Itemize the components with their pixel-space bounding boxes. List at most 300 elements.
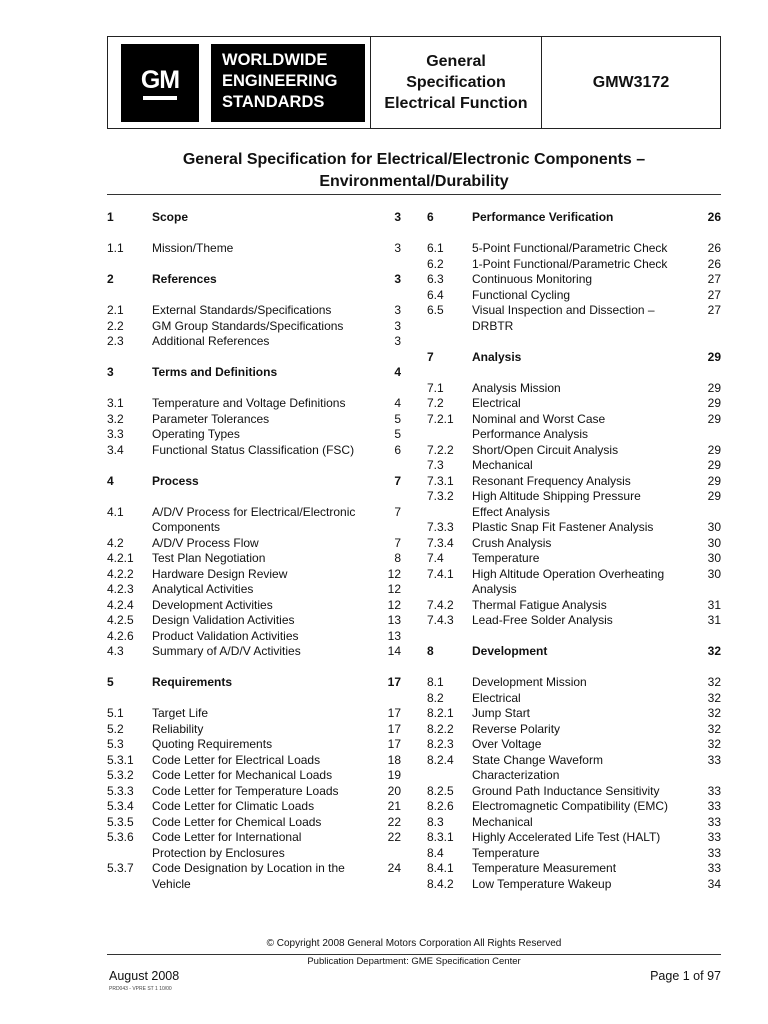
toc-entry[interactable] bbox=[107, 737, 401, 753]
toc-entry[interactable] bbox=[427, 381, 721, 397]
toc-entry[interactable] bbox=[427, 691, 721, 707]
toc-entry[interactable] bbox=[427, 489, 721, 505]
toc-entry-page: 24 bbox=[387, 861, 401, 875]
toc-section-entry[interactable] bbox=[107, 365, 401, 381]
publication-date: August 2008 bbox=[109, 969, 180, 983]
toc-entry-title: Product Validation Activities bbox=[152, 628, 299, 643]
toc-entry-number: 1.1 bbox=[107, 241, 124, 255]
toc-entry-page: 30 bbox=[707, 520, 721, 534]
toc-entry-title: Mechanical bbox=[472, 814, 533, 829]
toc-entry[interactable] bbox=[427, 257, 721, 273]
toc-entry-title: Lead-Free Solder Analysis bbox=[472, 613, 613, 627]
toc-entry-title: High Altitude Operation Overheating bbox=[472, 566, 665, 581]
toc-entry-page: 7 bbox=[394, 504, 401, 519]
toc-entry-page: 29 bbox=[707, 489, 721, 503]
toc-entry-number: 5.3.1 bbox=[107, 752, 134, 767]
toc-entry-page: 29 bbox=[707, 349, 721, 364]
toc-entry[interactable] bbox=[107, 598, 401, 614]
toc-entry[interactable] bbox=[107, 241, 401, 257]
toc-entry-page: 32 bbox=[707, 690, 721, 705]
toc-entry-title: Temperature Measurement bbox=[472, 861, 617, 875]
toc-entry-title: Analysis bbox=[472, 349, 522, 364]
toc-entry-number: 8 bbox=[427, 644, 434, 658]
toc-entry[interactable] bbox=[427, 319, 721, 335]
toc-entry[interactable] bbox=[107, 303, 401, 319]
toc-entry-number: 6.5 bbox=[427, 303, 444, 317]
toc-entry-page: 4 bbox=[394, 365, 401, 379]
toc-entry-number: 3.1 bbox=[107, 396, 124, 410]
standards-line: ENGINEERING bbox=[222, 72, 338, 90]
toc-entry[interactable] bbox=[107, 396, 401, 412]
header-title-line: General bbox=[426, 53, 486, 70]
toc-entry[interactable] bbox=[107, 443, 401, 459]
toc-entry-page: 17 bbox=[387, 706, 401, 720]
document-header bbox=[107, 36, 721, 129]
toc-entry-number: 6.3 bbox=[427, 272, 444, 286]
toc-entry-number: 3 bbox=[107, 365, 114, 379]
toc-entry-number: 7.1 bbox=[427, 380, 444, 395]
toc-entry[interactable] bbox=[107, 768, 401, 784]
toc-entry-number: 8.2.6 bbox=[427, 799, 454, 813]
toc-entry-page: 29 bbox=[707, 380, 721, 395]
toc-entry[interactable] bbox=[427, 241, 721, 257]
toc-entry-title: Temperature and Voltage Definitions bbox=[152, 396, 346, 410]
toc-entry-page: 5 bbox=[394, 427, 401, 441]
toc-entry-number: 7.4.3 bbox=[427, 613, 454, 627]
toc-entry-page: 7 bbox=[394, 535, 401, 550]
toc-entry-page: 31 bbox=[707, 613, 721, 627]
toc-entry-page: 33 bbox=[707, 845, 721, 860]
toc-entry-title: Mechanical bbox=[472, 458, 533, 472]
toc-entry-page: 32 bbox=[707, 675, 721, 689]
toc-left-column bbox=[107, 210, 401, 892]
toc-entry-title: Continuous Monitoring bbox=[472, 272, 593, 286]
toc-entry[interactable] bbox=[107, 551, 401, 567]
toc-entry[interactable] bbox=[427, 412, 721, 428]
standards-line: STANDARDS bbox=[222, 93, 325, 111]
toc-entry-page: 20 bbox=[387, 783, 401, 798]
toc-entry-number: 2.1 bbox=[107, 303, 124, 317]
gm-logo bbox=[121, 44, 199, 122]
toc-entry-number: 7.2.1 bbox=[427, 411, 454, 426]
toc-entry-number: 2 bbox=[107, 272, 114, 286]
toc-entry-page: 17 bbox=[387, 675, 401, 689]
toc-entry[interactable] bbox=[107, 427, 401, 443]
toc-entry[interactable] bbox=[427, 815, 721, 831]
toc-entry[interactable] bbox=[427, 443, 721, 459]
toc-entry[interactable] bbox=[107, 582, 401, 598]
toc-section-entry[interactable] bbox=[427, 350, 721, 366]
toc-entry-page: 5 bbox=[394, 411, 401, 426]
toc-entry-page: 30 bbox=[707, 566, 721, 581]
toc-entry-title: A/D/V Process for Electrical/Electronic bbox=[152, 504, 356, 519]
toc-entry-number: 1 bbox=[107, 210, 114, 224]
toc-entry-number: 5.3.7 bbox=[107, 861, 134, 875]
toc-entry[interactable] bbox=[427, 567, 721, 583]
toc-entry-number: 2.3 bbox=[107, 334, 124, 348]
toc-entry-title: Mission/Theme bbox=[152, 241, 234, 255]
toc-entry-page: 19 bbox=[387, 768, 401, 782]
toc-entry[interactable] bbox=[107, 412, 401, 428]
toc-entry-title: Development Mission bbox=[472, 675, 587, 689]
toc-entry-page: 32 bbox=[707, 737, 721, 751]
toc-entry-number: 7.2.2 bbox=[427, 442, 454, 457]
toc-entry-title: Over Voltage bbox=[472, 737, 542, 751]
toc-entry-number: 6 bbox=[427, 210, 434, 224]
toc-section-entry[interactable] bbox=[107, 675, 401, 691]
toc-entry-page: 33 bbox=[707, 861, 721, 875]
toc-entry-page: 7 bbox=[394, 473, 401, 488]
toc-entry-number: 7 bbox=[427, 349, 434, 364]
header-title-line: Specification bbox=[406, 74, 506, 91]
toc-entry-page: 3 bbox=[394, 318, 401, 333]
toc-entry-number: 8.2.5 bbox=[427, 783, 454, 798]
toc-entry[interactable] bbox=[107, 877, 401, 893]
toc-entry-title: Components bbox=[152, 520, 221, 534]
toc-entry-page: 32 bbox=[707, 721, 721, 736]
toc-entry[interactable] bbox=[107, 520, 401, 536]
toc-entry[interactable] bbox=[427, 613, 721, 629]
toc-entry[interactable] bbox=[427, 288, 721, 304]
toc-entry-number: 5.3.3 bbox=[107, 783, 134, 798]
toc-entry-page: 32 bbox=[707, 644, 721, 658]
toc-entry-title: External Standards/Specifications bbox=[152, 303, 332, 317]
toc-entry-page: 13 bbox=[387, 628, 401, 643]
form-code: PRD043 - VPRE ST 1 10/00 bbox=[109, 986, 172, 992]
toc-entry-page: 26 bbox=[707, 241, 721, 255]
toc-entry-title: Performance Verification bbox=[472, 210, 614, 224]
toc-entry-number: 8.3.1 bbox=[427, 830, 454, 844]
toc-entry-title: Crush Analysis bbox=[472, 535, 552, 550]
toc-entry[interactable] bbox=[427, 536, 721, 552]
toc-entry-title: Scope bbox=[152, 210, 189, 224]
toc-entry-title: Summary of A/D/V Activities bbox=[152, 644, 301, 658]
toc-entry-page: 22 bbox=[387, 814, 401, 829]
toc-entry-title: Test Plan Negotiation bbox=[152, 551, 266, 565]
toc-entry-number: 5.3.6 bbox=[107, 830, 134, 844]
toc-entry-page: 30 bbox=[707, 551, 721, 565]
toc-entry-page: 29 bbox=[707, 458, 721, 472]
toc-entry-page: 3 bbox=[394, 303, 401, 317]
toc-entry-title: Vehicle bbox=[152, 876, 191, 891]
document-title bbox=[107, 149, 721, 193]
toc-entry-page: 26 bbox=[707, 256, 721, 271]
toc-entry-title: Additional References bbox=[152, 334, 270, 348]
toc-entry-number: 6.1 bbox=[427, 241, 444, 255]
toc-entry-title: Reverse Polarity bbox=[472, 721, 561, 736]
toc-entry[interactable] bbox=[107, 706, 401, 722]
toc-right-column bbox=[427, 210, 721, 892]
toc-entry-page: 27 bbox=[707, 303, 721, 317]
toc-entry-page: 33 bbox=[707, 799, 721, 813]
toc-entry-number: 7.3.2 bbox=[427, 489, 454, 503]
toc-entry-page: 12 bbox=[387, 582, 401, 596]
toc-entry-title: State Change Waveform bbox=[472, 752, 603, 767]
toc-entry[interactable] bbox=[427, 861, 721, 877]
toc-entry-title: Analytical Activities bbox=[152, 582, 254, 596]
toc-entry-title: Low Temperature Wakeup bbox=[472, 876, 612, 891]
toc-entry-number: 4.2.3 bbox=[107, 582, 134, 596]
gm-logo-underline bbox=[143, 96, 177, 100]
toc-entry[interactable] bbox=[427, 396, 721, 412]
toc-entry-number: 5.3 bbox=[107, 737, 124, 751]
toc-entry-title: Visual Inspection and Dissection – bbox=[472, 303, 655, 317]
document-code: GMW3172 bbox=[592, 73, 670, 91]
toc-entry-title: Highly Accelerated Life Test (HALT) bbox=[472, 830, 661, 844]
toc-entry[interactable] bbox=[427, 706, 721, 722]
toc-section-entry[interactable] bbox=[427, 644, 721, 660]
toc-entry[interactable] bbox=[427, 303, 721, 319]
toc-entry[interactable] bbox=[427, 737, 721, 753]
toc-entry-title: Requirements bbox=[152, 675, 233, 689]
toc-entry-number: 8.2.1 bbox=[427, 706, 454, 720]
toc-entry-page: 27 bbox=[707, 287, 721, 302]
toc-entry-page: 17 bbox=[387, 737, 401, 751]
toc-entry-number: 4.2 bbox=[107, 535, 124, 550]
toc-entry-page: 33 bbox=[707, 752, 721, 767]
toc-entry[interactable] bbox=[427, 582, 721, 598]
toc-entry-number: 8.2.4 bbox=[427, 752, 454, 767]
toc-entry[interactable] bbox=[107, 505, 401, 521]
toc-entry-number: 5 bbox=[107, 675, 114, 689]
toc-entry-number: 4.2.5 bbox=[107, 613, 134, 627]
toc-entry-title: References bbox=[152, 272, 217, 286]
toc-entry-title: Protection by Enclosures bbox=[152, 845, 285, 860]
toc-entry-number: 8.3 bbox=[427, 814, 444, 829]
toc-entry[interactable] bbox=[427, 474, 721, 490]
toc-entry-number: 8.4.1 bbox=[427, 861, 454, 875]
toc-entry-title: Electromagnetic Compatibility (EMC) bbox=[472, 799, 669, 813]
toc-entry[interactable] bbox=[427, 272, 721, 288]
toc-entry-page: 8 bbox=[394, 551, 401, 565]
toc-entry[interactable] bbox=[107, 629, 401, 645]
toc-entry-number: 5.3.2 bbox=[107, 768, 134, 782]
toc-entry-title: Development Activities bbox=[152, 597, 273, 612]
gm-logo-text: GM bbox=[140, 65, 180, 94]
toc-entry-title: DRBTR bbox=[472, 318, 514, 333]
toc-entry-title: Temperature bbox=[472, 845, 540, 860]
toc-entry-title: Process bbox=[152, 473, 199, 488]
toc-entry-title: Code Letter for Temperature Loads bbox=[152, 783, 339, 798]
toc-entry-title: Electrical bbox=[472, 690, 521, 705]
toc-entry[interactable] bbox=[427, 753, 721, 769]
toc-entry[interactable] bbox=[427, 675, 721, 691]
toc-entry-number: 4.3 bbox=[107, 644, 124, 658]
toc-entry-number: 6.2 bbox=[427, 256, 444, 271]
page-number: Page 1 of 97 bbox=[650, 969, 721, 983]
toc-entry-title: GM Group Standards/Specifications bbox=[152, 318, 344, 333]
toc-entry-number: 2.2 bbox=[107, 318, 124, 333]
toc-entry-number: 7.2 bbox=[427, 396, 444, 410]
toc-entry-title: Performance Analysis bbox=[472, 427, 589, 441]
toc-entry[interactable] bbox=[427, 846, 721, 862]
toc-entry-title: Code Letter for International bbox=[152, 830, 302, 844]
toc-entry[interactable] bbox=[107, 753, 401, 769]
toc-entry-page: 6 bbox=[394, 442, 401, 457]
toc-section-entry[interactable] bbox=[107, 210, 401, 226]
toc-entry-page: 26 bbox=[707, 210, 721, 224]
toc-entry-number: 5.3.5 bbox=[107, 814, 134, 829]
toc-entry-number: 7.4 bbox=[427, 551, 444, 565]
toc-entry-page: 17 bbox=[387, 721, 401, 736]
toc-entry-number: 7.4.2 bbox=[427, 597, 454, 612]
toc-entry-title: Nominal and Worst Case bbox=[472, 411, 606, 426]
document-title-line: Environmental/Durability bbox=[319, 173, 509, 190]
toc-entry-title: Terms and Definitions bbox=[152, 365, 278, 379]
toc-entry-title: Temperature bbox=[472, 551, 540, 565]
toc-entry[interactable] bbox=[107, 536, 401, 552]
toc-entry-page: 12 bbox=[387, 597, 401, 612]
toc-entry[interactable] bbox=[427, 458, 721, 474]
toc-entry[interactable] bbox=[427, 877, 721, 893]
toc-entry[interactable] bbox=[427, 598, 721, 614]
toc-entry-page: 32 bbox=[707, 706, 721, 720]
toc-entry-page: 34 bbox=[707, 876, 721, 891]
toc-entry-title: Code Letter for Chemical Loads bbox=[152, 814, 322, 829]
toc-entry-title: Code Letter for Climatic Loads bbox=[152, 799, 315, 813]
toc-entry-page: 27 bbox=[707, 272, 721, 286]
toc-entry[interactable] bbox=[427, 722, 721, 738]
toc-entry-number: 4.2.1 bbox=[107, 551, 134, 565]
standards-line: WORLDWIDE bbox=[222, 51, 328, 69]
toc-entry[interactable] bbox=[427, 830, 721, 846]
toc-entry-page: 29 bbox=[707, 473, 721, 488]
toc-entry-title: Thermal Fatigue Analysis bbox=[472, 597, 607, 612]
toc-entry-page: 3 bbox=[394, 334, 401, 348]
toc-entry-page: 21 bbox=[387, 799, 401, 813]
toc-entry-title: 5-Point Functional/Parametric Check bbox=[472, 241, 668, 255]
toc-entry-number: 8.4.2 bbox=[427, 876, 454, 891]
toc-entry-title: Short/Open Circuit Analysis bbox=[472, 442, 619, 457]
toc-entry[interactable] bbox=[107, 846, 401, 862]
toc-entry[interactable] bbox=[427, 784, 721, 800]
toc-entry-number: 8.2.2 bbox=[427, 721, 454, 736]
toc-entry[interactable] bbox=[107, 830, 401, 846]
toc-entry-number: 8.2 bbox=[427, 690, 444, 705]
footer-rule bbox=[107, 954, 721, 955]
toc-entry-page: 29 bbox=[707, 442, 721, 457]
toc-entry-number: 4.2.2 bbox=[107, 566, 134, 581]
header-title-line: Electrical Function bbox=[384, 95, 528, 112]
toc-entry-page: 18 bbox=[387, 752, 401, 767]
toc-entry-page: 12 bbox=[387, 566, 401, 581]
toc-entry-number: 4.2.4 bbox=[107, 597, 134, 612]
toc-entry-number: 8.4 bbox=[427, 845, 444, 860]
toc-entry[interactable] bbox=[107, 334, 401, 350]
toc-entry-number: 5.1 bbox=[107, 706, 124, 720]
toc-entry[interactable] bbox=[107, 722, 401, 738]
toc-entry-number: 4 bbox=[107, 473, 114, 488]
toc-entry-page: 22 bbox=[387, 830, 401, 844]
toc-entry-title: Code Letter for Mechanical Loads bbox=[152, 768, 333, 782]
toc-entry-number: 3.3 bbox=[107, 427, 124, 441]
title-rule bbox=[107, 194, 721, 195]
toc-entry-number: 7.3.4 bbox=[427, 535, 454, 550]
toc-entry-title: Jump Start bbox=[472, 706, 531, 720]
toc-entry[interactable] bbox=[107, 613, 401, 629]
toc-entry-number: 7.3.1 bbox=[427, 473, 454, 488]
toc-entry-number: 7.3.3 bbox=[427, 520, 454, 534]
toc-entry[interactable] bbox=[107, 861, 401, 877]
toc-entry-number: 8.2.3 bbox=[427, 737, 454, 751]
toc-entry-page: 29 bbox=[707, 411, 721, 426]
toc-entry[interactable] bbox=[427, 768, 721, 784]
header-title bbox=[371, 37, 541, 128]
toc-entry-title: Functional Cycling bbox=[472, 287, 571, 302]
toc-entry[interactable] bbox=[427, 551, 721, 567]
toc-entry-page: 29 bbox=[707, 396, 721, 410]
toc-entry-number: 6.4 bbox=[427, 287, 444, 302]
toc-entry-number: 3.2 bbox=[107, 411, 124, 426]
toc-entry-page: 33 bbox=[707, 814, 721, 829]
toc-entry-title: Functional Status Classification (FSC) bbox=[152, 442, 355, 457]
toc-entry-title: Reliability bbox=[152, 721, 204, 736]
toc-entry[interactable] bbox=[427, 427, 721, 443]
toc-entry-title: Characterization bbox=[472, 768, 560, 782]
toc-entry[interactable] bbox=[427, 799, 721, 815]
toc-entry-title: Plastic Snap Fit Fastener Analysis bbox=[472, 520, 654, 534]
toc-entry-title: Quoting Requirements bbox=[152, 737, 273, 751]
toc-entry-number: 3.4 bbox=[107, 442, 124, 457]
toc-entry-title: Development bbox=[472, 644, 548, 658]
toc-entry-title: Code Letter for Electrical Loads bbox=[152, 752, 321, 767]
toc-entry[interactable] bbox=[107, 784, 401, 800]
toc-entry-number: 4.1 bbox=[107, 504, 124, 519]
toc-entry-page: 30 bbox=[707, 535, 721, 550]
toc-entry[interactable] bbox=[107, 567, 401, 583]
toc-entry[interactable] bbox=[107, 319, 401, 335]
document-title-line: General Specification for Electrical/Electronic Components – bbox=[182, 151, 646, 168]
toc-entry-title: A/D/V Process Flow bbox=[152, 535, 259, 550]
toc-entry[interactable] bbox=[427, 520, 721, 536]
toc-entry-title: Effect Analysis bbox=[472, 504, 550, 519]
toc-entry[interactable] bbox=[107, 815, 401, 831]
toc-entry-number: 8.1 bbox=[427, 675, 444, 689]
toc-entry-title: Code Designation by Location in the bbox=[152, 861, 345, 875]
toc-section-entry[interactable] bbox=[427, 210, 721, 226]
toc-entry-title: Target Life bbox=[152, 706, 209, 720]
toc-entry-number: 5.2 bbox=[107, 721, 124, 736]
toc-entry-title: Analysis Mission bbox=[472, 380, 561, 395]
toc-entry-page: 31 bbox=[707, 597, 721, 612]
toc-entry-number: 5.3.4 bbox=[107, 799, 134, 813]
toc-entry-title: High Altitude Shipping Pressure bbox=[472, 489, 641, 503]
copyright-notice: © Copyright 2008 General Motors Corporation All Rights Reserved bbox=[266, 938, 562, 949]
toc-entry-number: 4.2.6 bbox=[107, 628, 134, 643]
toc-entry-title: Operating Types bbox=[152, 427, 240, 441]
toc-section-entry[interactable] bbox=[107, 272, 401, 288]
toc-entry-title: Parameter Tolerances bbox=[152, 411, 270, 426]
toc-entry-title: Resonant Frequency Analysis bbox=[472, 473, 631, 488]
toc-entry-page: 3 bbox=[394, 272, 401, 286]
toc-entry-title: Hardware Design Review bbox=[152, 566, 288, 581]
toc-entry-title: 1-Point Functional/Parametric Check bbox=[472, 256, 668, 271]
toc-entry[interactable] bbox=[107, 799, 401, 815]
toc-entry-title: Ground Path Inductance Sensitivity bbox=[472, 783, 660, 798]
toc-entry-page: 13 bbox=[387, 613, 401, 627]
toc-entry-page: 3 bbox=[394, 210, 401, 224]
toc-entry-number: 7.3 bbox=[427, 458, 444, 472]
toc-entry-number: 7.4.1 bbox=[427, 566, 454, 581]
toc-entry[interactable] bbox=[427, 505, 721, 521]
toc-entry-title: Design Validation Activities bbox=[152, 613, 295, 627]
toc-entry-page: 33 bbox=[707, 830, 721, 844]
publication-department: Publication Department: GME Specification Center bbox=[307, 956, 521, 967]
toc-entry[interactable] bbox=[107, 644, 401, 660]
toc-section-entry[interactable] bbox=[107, 474, 401, 490]
toc-entry-page: 3 bbox=[394, 241, 401, 255]
toc-entry-page: 14 bbox=[387, 644, 401, 658]
